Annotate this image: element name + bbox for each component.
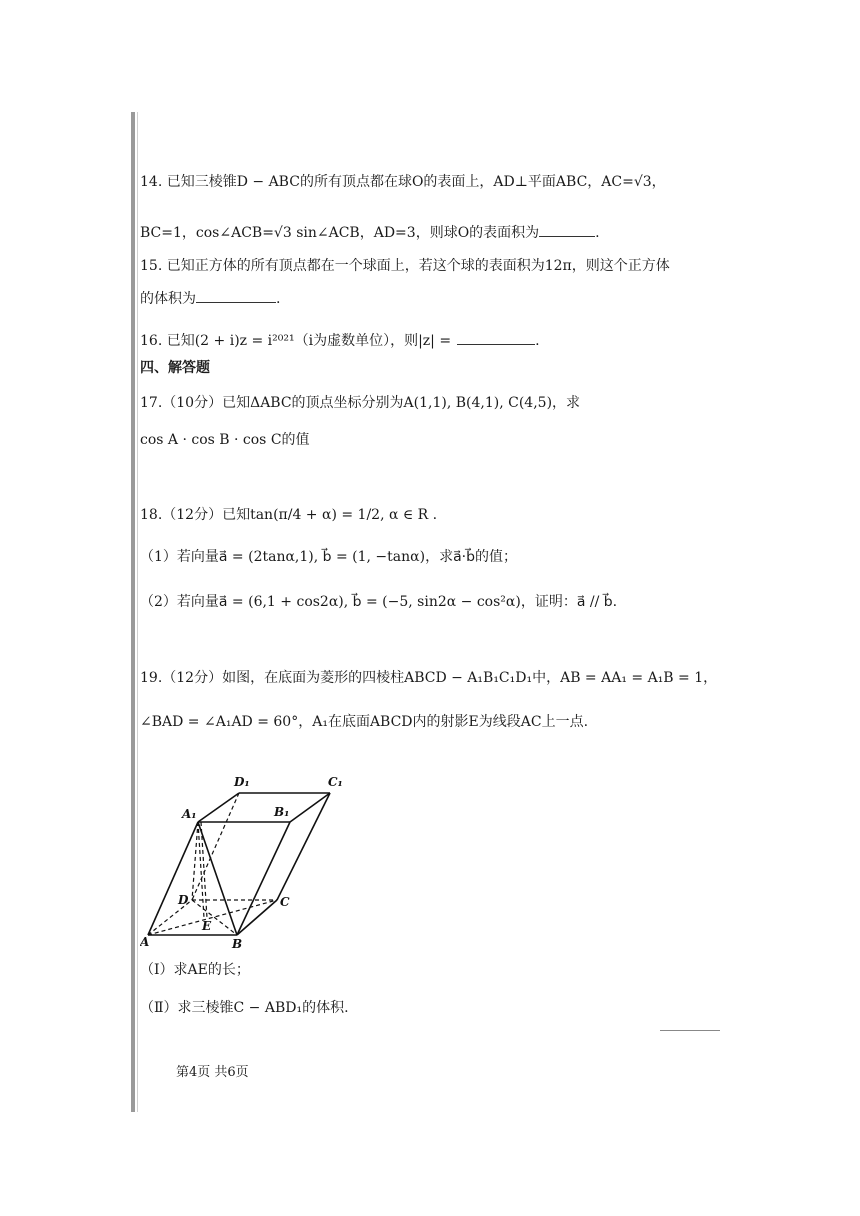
edge-b-b1	[237, 822, 290, 935]
q18-part2: （2）若向量a⃗ = (6,1 + cos2α), b⃗ = (−5, sin2α − cos²α)，证明：a⃗ // b⃗.	[140, 594, 618, 610]
q15-line2: 的体积为 .	[140, 288, 280, 309]
scan-artifact-line	[660, 1030, 720, 1031]
section-title: 四、解答题	[140, 360, 210, 376]
prism-figure	[140, 770, 370, 950]
q16-line1: 16. 已知(2 + i)z = i²⁰²¹（i为虚数单位），则|z| = .	[140, 330, 540, 351]
page-footer: 第4页 共6页	[176, 1065, 249, 1080]
label-b: B	[232, 937, 243, 950]
q17-line1: 17.（10分）已知ΔABC的顶点坐标分别为A(1,1), B(4,1), C(4,5)，求	[140, 395, 581, 411]
q15-answer-blank[interactable]	[196, 288, 276, 303]
q18-part1: （1）若向量a⃗ = (2tanα,1), b⃗ = (1, −tanα)，求a⃗·b⃗的值；	[140, 549, 517, 565]
edge-b1-c1	[290, 793, 330, 822]
q18-line1: 18.（12分）已知tan(π/4 + α) = 1/2, α ∈ R .	[140, 507, 438, 523]
label-d: D	[178, 893, 189, 907]
label-a: A	[140, 935, 150, 949]
q19-line2: ∠BAD = ∠A₁AD = 60°，A₁在底面ABCD内的射影E为线段AC上一点.	[140, 714, 589, 730]
height-a1-e-hidden-2	[201, 822, 207, 918]
binding-margin-line	[131, 112, 135, 1112]
q15-line1: 15. 已知正方体的所有顶点都在一个球面上，若这个球的表面积为12π，则这个正方体	[140, 258, 670, 274]
q19-part2: （Ⅱ）求三棱锥C − ABD₁的体积.	[140, 1000, 349, 1016]
q19-part1: （Ⅰ）求AE的长；	[140, 962, 250, 978]
binding-margin-line-secondary	[137, 112, 138, 1112]
q14-line2: BC=1，cos∠ACB=√3 sin∠ACB，AD=3，则球O的表面积为 .	[140, 222, 600, 243]
label-d1: D₁	[234, 775, 250, 789]
label-c: C	[280, 895, 290, 909]
edge-a-a1	[148, 822, 198, 935]
label-a1: A₁	[182, 807, 197, 821]
label-b1: B₁	[274, 805, 290, 819]
label-e: E	[202, 919, 212, 933]
q19-line1: 19.（12分）如图，在底面为菱形的四棱柱ABCD − A₁B₁C₁D₁中，AB = AA₁ = A₁B = 1，	[140, 670, 718, 686]
q14-line1: 14. 已知三棱锥D − ABC的所有顶点都在球O的表面上，AD⊥平面ABC，AC=√3，	[140, 174, 666, 190]
q17-line2: cos A · cos B · cos C的值	[140, 432, 310, 448]
q14-answer-blank[interactable]	[539, 222, 595, 237]
q16-answer-blank[interactable]	[457, 330, 535, 345]
label-c1: C₁	[328, 775, 343, 789]
